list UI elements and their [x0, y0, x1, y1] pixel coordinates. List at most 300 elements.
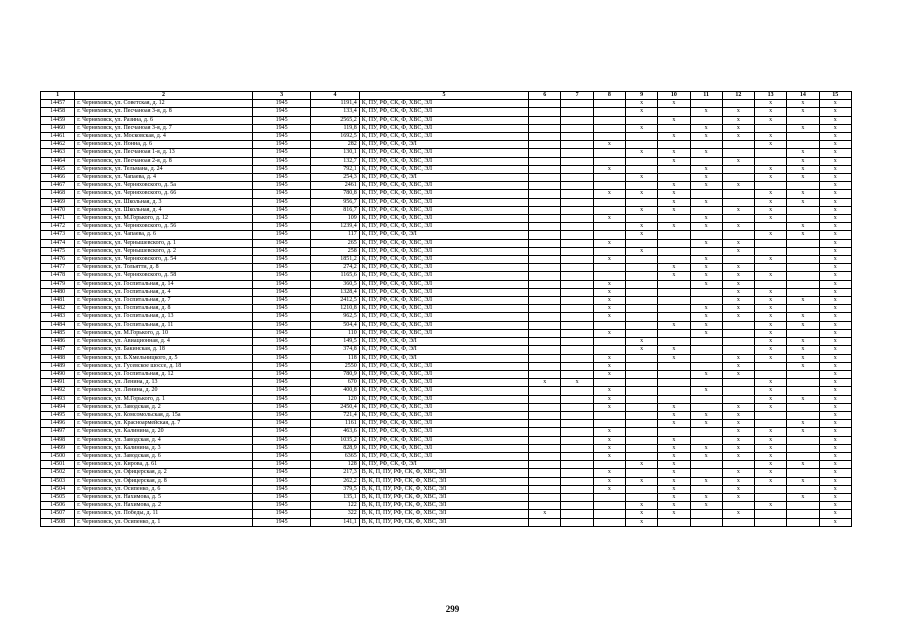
table-cell: К, ПУ, РФ, СК, Ф, ЭЛ: [359, 346, 528, 354]
table-cell: [690, 190, 722, 198]
table-cell: x: [593, 485, 625, 493]
table-cell: x: [593, 280, 625, 288]
table-cell: г. Черняховск, ул. Разина, д. 6: [75, 116, 253, 124]
table-cell: 792,1: [311, 165, 359, 173]
table-cell: x: [593, 288, 625, 296]
table-cell: x: [787, 420, 819, 428]
table-cell: г. Черняховск, ул. Песчаноая 3-я, д. 7: [75, 124, 253, 132]
table-cell: x: [819, 403, 851, 411]
table-cell: К, ПУ, РФ, СК, Ф, ХВС, ЭЛ: [359, 116, 528, 124]
table-row: [41, 108, 852, 116]
table-cell: [625, 313, 657, 321]
table-cell: 1945: [252, 420, 311, 428]
table-row: [41, 157, 852, 165]
table-cell: x: [819, 485, 851, 493]
table-cell: [658, 124, 690, 132]
table-cell: [658, 256, 690, 264]
table-cell: x: [690, 215, 722, 223]
table-cell: [625, 264, 657, 272]
table-cell: [529, 420, 561, 428]
table-cell: x: [722, 362, 754, 370]
column-header: 10: [658, 92, 690, 100]
table-cell: 14490: [41, 370, 75, 378]
table-cell: x: [755, 116, 787, 124]
column-header: 7: [561, 92, 593, 100]
table-cell: [593, 502, 625, 510]
table-row: [41, 297, 852, 305]
table-cell: г. Черняховск, ул. Черняховского, д. 58: [75, 272, 253, 280]
table-row: [41, 165, 852, 173]
table-cell: 14492: [41, 387, 75, 395]
table-cell: 14500: [41, 452, 75, 460]
table-cell: x: [819, 182, 851, 190]
table-cell: 1945: [252, 190, 311, 198]
table-row: [41, 461, 852, 469]
table-cell: x: [658, 100, 690, 108]
table-cell: [658, 239, 690, 247]
table-cell: [755, 493, 787, 501]
table-cell: x: [819, 395, 851, 403]
table-cell: x: [690, 198, 722, 206]
table-cell: К, ПУ, РФ, СК, Ф, ХВС, ЭЛ: [359, 133, 528, 141]
table-cell: [625, 329, 657, 337]
table-cell: [561, 157, 593, 165]
table-cell: x: [690, 370, 722, 378]
table-cell: x: [819, 256, 851, 264]
table-cell: 14465: [41, 165, 75, 173]
table-cell: x: [690, 411, 722, 419]
table-cell: г. Черняховск, ул. Московская, д. 4: [75, 133, 253, 141]
table-cell: x: [787, 321, 819, 329]
table-cell: [561, 256, 593, 264]
table-cell: [722, 338, 754, 346]
column-header: 5: [359, 92, 528, 100]
table-cell: x: [819, 436, 851, 444]
table-cell: 1945: [252, 297, 311, 305]
table-cell: [561, 149, 593, 157]
table-cell: [658, 387, 690, 395]
table-cell: [529, 395, 561, 403]
table-cell: 1945: [252, 403, 311, 411]
column-header: 12: [722, 92, 754, 100]
table-cell: [658, 379, 690, 387]
table-cell: [658, 518, 690, 526]
table-cell: [593, 124, 625, 132]
table-cell: 1945: [252, 444, 311, 452]
table-cell: x: [819, 141, 851, 149]
table-row: [41, 477, 852, 485]
table-cell: x: [658, 411, 690, 419]
table-cell: x: [755, 338, 787, 346]
table-cell: [690, 354, 722, 362]
table-cell: 258: [311, 247, 359, 255]
table-cell: [561, 297, 593, 305]
table-cell: x: [787, 461, 819, 469]
table-cell: 14470: [41, 206, 75, 214]
table-row: [41, 190, 852, 198]
table-cell: [787, 436, 819, 444]
table-cell: К, ПУ, РФ, СК, Ф, ХВС, ЭЛ: [359, 297, 528, 305]
table-cell: x: [755, 190, 787, 198]
column-header: 14: [787, 92, 819, 100]
table-cell: К, ПУ, РФ, СК, Ф, ХВС, ЭЛ: [359, 362, 528, 370]
table-cell: x: [722, 297, 754, 305]
table-cell: x: [819, 272, 851, 280]
table-cell: x: [690, 477, 722, 485]
table-cell: [755, 239, 787, 247]
table-cell: [561, 190, 593, 198]
table-cell: x: [690, 223, 722, 231]
table-cell: x: [690, 444, 722, 452]
table-cell: x: [690, 272, 722, 280]
table-cell: [625, 469, 657, 477]
table-cell: [787, 264, 819, 272]
table-cell: [561, 215, 593, 223]
table-cell: x: [690, 305, 722, 313]
table-cell: [561, 420, 593, 428]
table-cell: x: [755, 305, 787, 313]
table-cell: x: [722, 354, 754, 362]
table-row: [41, 313, 852, 321]
table-cell: [561, 395, 593, 403]
table-cell: 1851,2: [311, 256, 359, 264]
table-cell: x: [819, 338, 851, 346]
table-cell: x: [722, 133, 754, 141]
table-cell: [722, 141, 754, 149]
table-cell: [561, 182, 593, 190]
table-cell: К, ПУ, РФ, СК, Ф, ХВС, ЭЛ: [359, 215, 528, 223]
table-cell: x: [787, 477, 819, 485]
table-cell: К, ПУ, РФ, СК, Ф, ХВС, ЭЛ: [359, 223, 528, 231]
table-cell: 1945: [252, 354, 311, 362]
table-cell: [529, 518, 561, 526]
table-cell: 379,5: [311, 485, 359, 493]
table-cell: 504,4: [311, 321, 359, 329]
table-cell: г. Черняховск, ул. Заводская, д. 2: [75, 403, 253, 411]
table-cell: К, ПУ, РФ, СК, Ф, ХВС, ЭЛ: [359, 272, 528, 280]
table-cell: г. Черняховск, ул. Госпитальная, д. 4: [75, 288, 253, 296]
column-header: 2: [75, 92, 253, 100]
table-cell: x: [593, 477, 625, 485]
table-cell: 14497: [41, 428, 75, 436]
table-cell: [561, 387, 593, 395]
table-cell: г. Черняховск, ул. М.Горького, д. 1: [75, 395, 253, 403]
table-cell: 14494: [41, 403, 75, 411]
table-cell: x: [593, 313, 625, 321]
table-cell: x: [819, 206, 851, 214]
table-cell: 14506: [41, 502, 75, 510]
table-cell: x: [755, 165, 787, 173]
table-cell: 2565,2: [311, 116, 359, 124]
table-cell: г. Черняховск, ул. Тельмана, д. 24: [75, 165, 253, 173]
table-cell: x: [658, 403, 690, 411]
table-cell: [722, 231, 754, 239]
table-cell: x: [755, 444, 787, 452]
table-cell: [561, 461, 593, 469]
table-cell: 1692,5: [311, 133, 359, 141]
table-cell: К, ПУ, РФ, СК, Ф, ХВС, ЭЛ: [359, 165, 528, 173]
table-cell: 14504: [41, 485, 75, 493]
table-cell: г. Черняховск, ул. Победы, д. 11: [75, 510, 253, 518]
table-cell: [625, 280, 657, 288]
table-cell: x: [593, 444, 625, 452]
table-cell: 6365: [311, 452, 359, 460]
table-cell: x: [819, 477, 851, 485]
table-row: [41, 420, 852, 428]
table-cell: г. Черняховск, ул. Бакинская, д. 18: [75, 346, 253, 354]
table-cell: [625, 272, 657, 280]
table-cell: г. Черняховск, ул. Черняховского, д. 54: [75, 256, 253, 264]
table-cell: [658, 247, 690, 255]
table-cell: г. Черняховск, ул. Авиационная, д. 4: [75, 338, 253, 346]
table-cell: [529, 231, 561, 239]
table-cell: x: [722, 493, 754, 501]
table-cell: 1945: [252, 247, 311, 255]
table-cell: x: [722, 247, 754, 255]
table-cell: [625, 321, 657, 329]
table-cell: г. Черняховск, ул. М.Горького, д. 12: [75, 215, 253, 223]
table-cell: [787, 116, 819, 124]
table-cell: г. Черняховск, ул. Школьная, д. 4: [75, 206, 253, 214]
table-cell: x: [593, 215, 625, 223]
table-cell: [529, 485, 561, 493]
table-cell: 14502: [41, 469, 75, 477]
table-cell: [529, 477, 561, 485]
table-cell: [529, 215, 561, 223]
table-cell: x: [787, 165, 819, 173]
table-cell: x: [819, 411, 851, 419]
table-cell: 14477: [41, 264, 75, 272]
table-cell: К, ПУ, РФ, СК, Ф, ХВС, ЭЛ: [359, 264, 528, 272]
table-cell: x: [658, 477, 690, 485]
table-cell: x: [722, 420, 754, 428]
table-cell: 1945: [252, 100, 311, 108]
table-row: [41, 239, 852, 247]
table-cell: x: [819, 469, 851, 477]
table-cell: [593, 149, 625, 157]
table-row: [41, 182, 852, 190]
table-cell: [529, 436, 561, 444]
table-cell: 133,4: [311, 108, 359, 116]
table-cell: 962,5: [311, 313, 359, 321]
table-cell: [561, 305, 593, 313]
table-cell: 14486: [41, 338, 75, 346]
table-cell: x: [722, 370, 754, 378]
table-cell: x: [625, 247, 657, 255]
table-cell: г. Черняховск, ул. Офицерская, д. 2: [75, 469, 253, 477]
table-cell: [529, 502, 561, 510]
table-row: [41, 387, 852, 395]
table-cell: [625, 420, 657, 428]
table-cell: x: [787, 297, 819, 305]
table-cell: К, ПУ, РФ, СК, Ф, ХВС, ЭЛ: [359, 124, 528, 132]
table-cell: x: [819, 215, 851, 223]
table-cell: x: [690, 256, 722, 264]
table-cell: [755, 182, 787, 190]
table-row: [41, 362, 852, 370]
table-cell: x: [787, 493, 819, 501]
table-cell: 1191,4: [311, 100, 359, 108]
table-cell: [690, 100, 722, 108]
table-cell: [561, 288, 593, 296]
table-cell: К, ПУ, РФ, СК, Ф, ХВС, ЭЛ: [359, 329, 528, 337]
table-cell: [625, 305, 657, 313]
table-cell: x: [690, 124, 722, 132]
table-cell: [529, 288, 561, 296]
table-cell: К, ПУ, РФ, СК, Ф, ХВС, ЭЛ: [359, 387, 528, 395]
table-cell: 1945: [252, 288, 311, 296]
table-cell: x: [819, 223, 851, 231]
table-cell: [787, 379, 819, 387]
table-cell: [625, 157, 657, 165]
table-cell: 14474: [41, 239, 75, 247]
table-cell: 14491: [41, 379, 75, 387]
table-cell: [625, 141, 657, 149]
table-cell: [529, 190, 561, 198]
table-cell: x: [690, 182, 722, 190]
table-cell: x: [819, 198, 851, 206]
table-cell: [787, 247, 819, 255]
table-cell: 14496: [41, 420, 75, 428]
table-cell: 1945: [252, 493, 311, 501]
table-cell: 14469: [41, 198, 75, 206]
table-row: [41, 116, 852, 124]
column-header: 1: [41, 92, 75, 100]
table-cell: 14467: [41, 182, 75, 190]
table-cell: [658, 174, 690, 182]
table-cell: x: [658, 149, 690, 157]
table-cell: [529, 141, 561, 149]
table-cell: 1210,8: [311, 305, 359, 313]
table-cell: 120: [311, 395, 359, 403]
table-cell: [529, 346, 561, 354]
table-cell: x: [658, 346, 690, 354]
table-cell: x: [690, 165, 722, 173]
table-cell: 14483: [41, 313, 75, 321]
table-cell: [658, 428, 690, 436]
table-cell: К, ПУ, РФ, СК, Ф, ХВС, ЭЛ: [359, 379, 528, 387]
table-cell: 1945: [252, 329, 311, 337]
table-cell: [722, 329, 754, 337]
table-cell: 262,2: [311, 477, 359, 485]
table-cell: x: [787, 354, 819, 362]
table-row: [41, 288, 852, 296]
table-cell: [593, 264, 625, 272]
table-cell: [658, 362, 690, 370]
table-cell: x: [819, 502, 851, 510]
table-cell: [690, 436, 722, 444]
table-cell: x: [755, 477, 787, 485]
table-cell: [593, 116, 625, 124]
table-cell: [625, 452, 657, 460]
table-cell: [658, 329, 690, 337]
table-cell: [755, 280, 787, 288]
table-row: [41, 346, 852, 354]
header-row: [41, 92, 852, 100]
table-cell: [690, 518, 722, 526]
table-cell: 14472: [41, 223, 75, 231]
table-cell: x: [690, 452, 722, 460]
table-cell: [787, 370, 819, 378]
table-cell: x: [819, 133, 851, 141]
table-cell: г. Черняховск, ул. Нонна, д. 6: [75, 141, 253, 149]
table-cell: [593, 510, 625, 518]
table-cell: x: [755, 206, 787, 214]
table-cell: x: [755, 288, 787, 296]
table-cell: 780,9: [311, 370, 359, 378]
table-cell: x: [658, 444, 690, 452]
table-cell: К, ПУ, РФ, СК, Ф, ХВС, ЭЛ: [359, 452, 528, 460]
table-row: [41, 510, 852, 518]
table-cell: г. Черняховск, ул. М.Горького, д. 10: [75, 329, 253, 337]
table-row: [41, 493, 852, 501]
table-row: [41, 379, 852, 387]
column-header: 13: [755, 92, 787, 100]
table-cell: 14461: [41, 133, 75, 141]
table-cell: x: [658, 510, 690, 518]
table-cell: [529, 321, 561, 329]
table-cell: 14484: [41, 321, 75, 329]
table-cell: [529, 100, 561, 108]
table-cell: г. Черняховск, ул. Гусевское шоссе, д. 18: [75, 362, 253, 370]
table-cell: г. Черняховск, ул. Госпитальная, д. 11: [75, 321, 253, 329]
table-cell: x: [755, 461, 787, 469]
table-cell: 141,1: [311, 518, 359, 526]
table-cell: 14473: [41, 231, 75, 239]
table-cell: 14468: [41, 190, 75, 198]
table-cell: x: [658, 321, 690, 329]
table-cell: [561, 444, 593, 452]
table-cell: [722, 100, 754, 108]
table-cell: 1945: [252, 239, 311, 247]
table-cell: [593, 411, 625, 419]
table-cell: 14489: [41, 362, 75, 370]
table-cell: К, ПУ, РФ, СК, Ф, ХВС, ЭЛ: [359, 239, 528, 247]
table-cell: [787, 280, 819, 288]
table-cell: 1945: [252, 510, 311, 518]
table-cell: x: [658, 198, 690, 206]
table-cell: 1945: [252, 165, 311, 173]
table-cell: x: [787, 346, 819, 354]
table-cell: [625, 297, 657, 305]
table-cell: 14475: [41, 247, 75, 255]
table-cell: x: [690, 387, 722, 395]
table-cell: x: [755, 256, 787, 264]
table-cell: x: [819, 247, 851, 255]
table-cell: [625, 288, 657, 296]
table-cell: x: [658, 354, 690, 362]
table-cell: [529, 206, 561, 214]
table-cell: 14487: [41, 346, 75, 354]
table-cell: 119,8: [311, 124, 359, 132]
table-cell: x: [625, 502, 657, 510]
table-cell: [529, 174, 561, 182]
table-cell: x: [690, 149, 722, 157]
table-cell: x: [819, 231, 851, 239]
table-cell: [561, 321, 593, 329]
table-cell: 1239,4: [311, 223, 359, 231]
table-cell: [625, 370, 657, 378]
table-cell: [722, 256, 754, 264]
table-cell: [561, 124, 593, 132]
table-cell: [593, 272, 625, 280]
table-cell: x: [658, 116, 690, 124]
table-cell: [529, 461, 561, 469]
table-cell: [625, 379, 657, 387]
table-cell: [625, 198, 657, 206]
table-cell: 1945: [252, 182, 311, 190]
table-cell: x: [593, 239, 625, 247]
